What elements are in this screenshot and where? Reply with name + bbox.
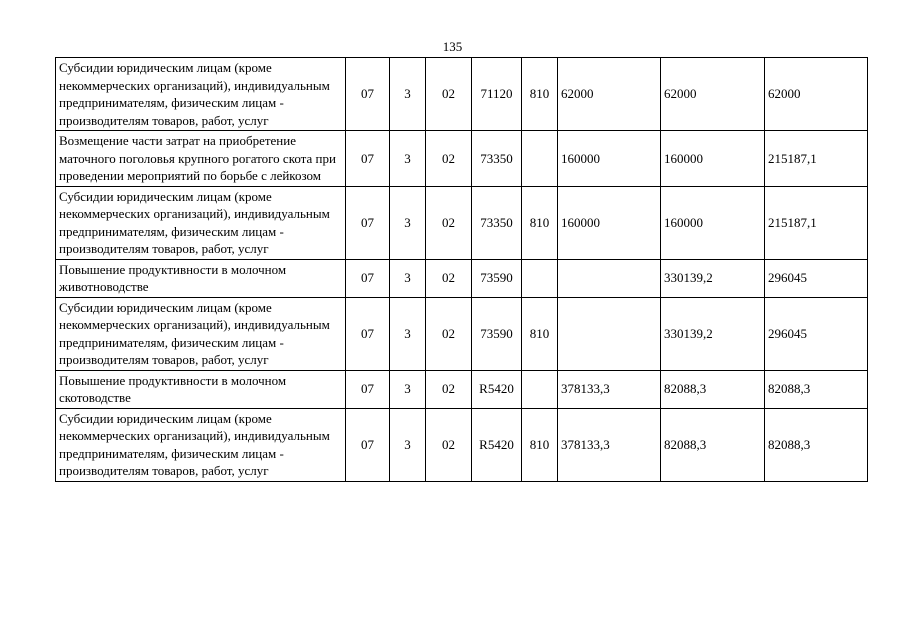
amount-year-1: 160000 bbox=[558, 131, 661, 187]
target-code: 71120 bbox=[472, 58, 522, 131]
row-name: Повышение продуктивности в молочном скотоводстве bbox=[56, 370, 346, 408]
expense-type-code: 810 bbox=[522, 58, 558, 131]
amount-year-1 bbox=[558, 297, 661, 370]
row-name: Возмещение части затрат на приобретение маточного поголовья крупного рогатого скота при проведении мероприятий по борьбе с лейкозом bbox=[56, 131, 346, 187]
section-code: 07 bbox=[346, 370, 390, 408]
amount-year-1: 378133,3 bbox=[558, 408, 661, 481]
row-name: Субсидии юридическим лицам (кроме некоммерческих организаций), индивидуальным предпринимателям, физическим лицам - производителям товаров, работ, услуг bbox=[56, 186, 346, 259]
amount-year-2: 82088,3 bbox=[661, 408, 765, 481]
section-code: 07 bbox=[346, 131, 390, 187]
subsection-code: 3 bbox=[390, 131, 426, 187]
program-code: 02 bbox=[426, 297, 472, 370]
target-code: R5420 bbox=[472, 408, 522, 481]
amount-year-1: 378133,3 bbox=[558, 370, 661, 408]
amount-year-2: 330139,2 bbox=[661, 259, 765, 297]
section-code: 07 bbox=[346, 408, 390, 481]
row-name: Субсидии юридическим лицам (кроме некоммерческих организаций), индивидуальным предпринимателям, физическим лицам - производителям товаров, работ, услуг bbox=[56, 297, 346, 370]
program-code: 02 bbox=[426, 408, 472, 481]
program-code: 02 bbox=[426, 370, 472, 408]
row-name: Повышение продуктивности в молочном животноводстве bbox=[56, 259, 346, 297]
amount-year-3: 215187,1 bbox=[765, 131, 868, 187]
amount-year-2: 160000 bbox=[661, 131, 765, 187]
section-code: 07 bbox=[346, 259, 390, 297]
amount-year-3: 82088,3 bbox=[765, 370, 868, 408]
table-row bbox=[56, 297, 868, 370]
subsection-code: 3 bbox=[390, 297, 426, 370]
target-code: 73590 bbox=[472, 259, 522, 297]
table-row bbox=[56, 259, 868, 297]
expense-type-code: 810 bbox=[522, 408, 558, 481]
budget-table bbox=[55, 57, 868, 482]
amount-year-3: 215187,1 bbox=[765, 186, 868, 259]
amount-year-3: 82088,3 bbox=[765, 408, 868, 481]
table-row bbox=[56, 58, 868, 131]
table-row bbox=[56, 131, 868, 187]
target-code: 73590 bbox=[472, 297, 522, 370]
expense-type-code bbox=[522, 259, 558, 297]
amount-year-3: 296045 bbox=[765, 297, 868, 370]
page-number: 135 bbox=[442, 39, 463, 54]
section-code: 07 bbox=[346, 297, 390, 370]
amount-year-2: 160000 bbox=[661, 186, 765, 259]
row-name: Субсидии юридическим лицам (кроме некоммерческих организаций), индивидуальным предпринимателям, физическим лицам - производителям товаров, работ, услуг bbox=[56, 58, 346, 131]
subsection-code: 3 bbox=[390, 370, 426, 408]
target-code: R5420 bbox=[472, 370, 522, 408]
expense-type-code: 810 bbox=[522, 297, 558, 370]
section-code: 07 bbox=[346, 58, 390, 131]
amount-year-1 bbox=[558, 259, 661, 297]
program-code: 02 bbox=[426, 259, 472, 297]
expense-type-code: 810 bbox=[522, 186, 558, 259]
program-code: 02 bbox=[426, 131, 472, 187]
amount-year-3: 296045 bbox=[765, 259, 868, 297]
row-name: Субсидии юридическим лицам (кроме некоммерческих организаций), индивидуальным предпринимателям, физическим лицам - производителям товаров, работ, услуг bbox=[56, 408, 346, 481]
expense-type-code bbox=[522, 370, 558, 408]
table-row bbox=[56, 186, 868, 259]
program-code: 02 bbox=[426, 58, 472, 131]
section-code: 07 bbox=[346, 186, 390, 259]
program-code: 02 bbox=[426, 186, 472, 259]
amount-year-2: 82088,3 bbox=[661, 370, 765, 408]
table-row bbox=[56, 408, 868, 481]
target-code: 73350 bbox=[472, 186, 522, 259]
subsection-code: 3 bbox=[390, 186, 426, 259]
amount-year-1: 160000 bbox=[558, 186, 661, 259]
amount-year-2: 330139,2 bbox=[661, 297, 765, 370]
subsection-code: 3 bbox=[390, 259, 426, 297]
amount-year-2: 62000 bbox=[661, 58, 765, 131]
target-code: 73350 bbox=[472, 131, 522, 187]
subsection-code: 3 bbox=[390, 408, 426, 481]
amount-year-1: 62000 bbox=[558, 58, 661, 131]
expense-type-code bbox=[522, 131, 558, 187]
subsection-code: 3 bbox=[390, 58, 426, 131]
amount-year-3: 62000 bbox=[765, 58, 868, 131]
table-row bbox=[56, 370, 868, 408]
